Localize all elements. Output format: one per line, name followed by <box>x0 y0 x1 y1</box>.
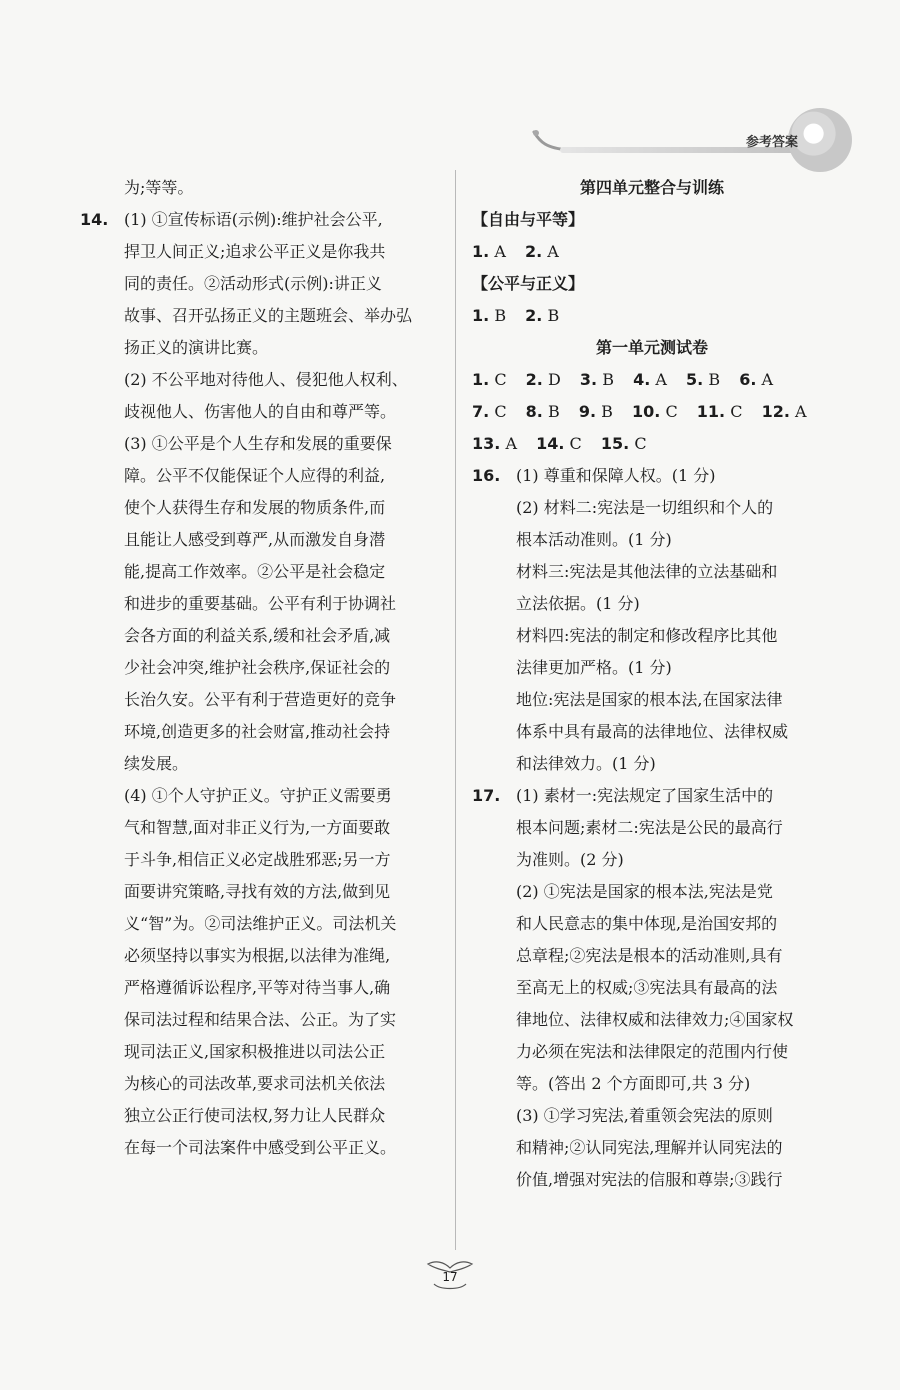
answer-line: 能,提高工作效率。②公平是社会稳定 <box>124 562 386 581</box>
answer-line: 于斗争,相信正义必定战胜邪恶;另一方 <box>124 850 391 869</box>
question-16 <box>472 460 832 780</box>
section-heading: 【自由与平等】 <box>472 210 585 229</box>
answer-line: 根本活动准则。(1 分) <box>516 530 672 549</box>
answer-choice: C <box>634 434 647 453</box>
question-number: 14. <box>80 210 109 229</box>
answer-choice: A <box>494 242 506 261</box>
answer-line: 为准则。(2 分) <box>516 850 624 869</box>
answer-line: 等。(答出 2 个方面即可,共 3 分) <box>516 1074 751 1093</box>
answer-number: 3. <box>579 370 598 389</box>
answer-line: 为核心的司法改革,要求司法机关依法 <box>124 1074 386 1093</box>
question-number: 17. <box>472 786 501 805</box>
answer-line: (2) ①宪法是国家的根本法,宪法是党 <box>516 882 773 901</box>
answer-line: (3) ①学习宪法,着重领会宪法的原则 <box>516 1106 773 1125</box>
answer-line: 且能让人感受到尊严,从而激发自身潜 <box>124 530 386 549</box>
answer-row <box>472 300 832 332</box>
answer-choice: A <box>655 370 667 389</box>
answer-choice: D <box>547 370 561 389</box>
answer-number: 2. <box>525 370 543 389</box>
answer-number: 11. <box>696 402 726 421</box>
answer-choice: C <box>494 370 507 389</box>
answer-choice: C <box>730 402 743 421</box>
answer-choice: B <box>494 306 507 325</box>
question-17 <box>472 780 832 1196</box>
answer-line: 现司法正义,国家积极推进以司法公正 <box>124 1042 386 1061</box>
answer-line: 材料四:宪法的制定和修改程序比其他 <box>516 626 778 645</box>
answer-choice: B <box>708 370 721 389</box>
answer-line: 续发展。 <box>124 754 189 773</box>
question-14 <box>80 204 440 1164</box>
answer-line: 地位:宪法是国家的根本法,在国家法律 <box>516 690 783 709</box>
answer-line: 价值,增强对宪法的信服和尊崇;③践行 <box>516 1170 783 1189</box>
answer-line: 环境,创造更多的社会财富,推动社会持 <box>124 722 391 741</box>
answer-line: 根本问题;素材二:宪法是公民的最高行 <box>516 818 783 837</box>
answer-line: (3) ①公平是个人生存和发展的重要保 <box>124 434 392 453</box>
answer-number: 10. <box>632 402 661 421</box>
unit4-title: 第四单元整合与训练 <box>579 178 724 197</box>
answer-line: (1) ①宣传标语(示例):维护社会公平, <box>124 210 383 229</box>
continuation-line: 为;等等。 <box>124 178 194 197</box>
answer-choice: B <box>547 402 560 421</box>
answer-line: 面要讲究策略,寻找有效的方法,做到见 <box>124 882 391 901</box>
answer-line: 法律更加严格。(1 分) <box>516 658 672 677</box>
answer-line: 障。公平不仅能保证个人应得的利益, <box>124 466 386 485</box>
answer-line: 故事、召开弘扬正义的主题班会、举办弘 <box>124 306 413 325</box>
answer-line: (1) 尊重和保障人权。(1 分) <box>516 466 716 485</box>
column-divider <box>455 170 456 1250</box>
answer-number: 1. <box>472 370 490 389</box>
answer-line: 同的责任。②活动形式(示例):讲正义 <box>124 274 382 293</box>
answer-choice: C <box>665 402 678 421</box>
answer-line: 材料三:宪法是其他法律的立法基础和 <box>516 562 778 581</box>
answer-row <box>472 428 832 460</box>
answer-line: 严格遵循诉讼程序,平等对待当事人,确 <box>124 978 391 997</box>
answer-row <box>472 236 832 268</box>
answer-line: 使个人获得生存和发展的物质条件,而 <box>124 498 386 517</box>
answer-line: 会各方面的利益关系,缓和社会矛盾,减 <box>124 626 391 645</box>
test-title: 第一单元测试卷 <box>595 338 708 357</box>
answer-line: 和人民意志的集中体现,是治国安邦的 <box>516 914 778 933</box>
answer-number: 15. <box>600 434 630 453</box>
answer-line: 律地位、法律权威和法律效力;④国家权 <box>516 1010 794 1029</box>
answer-number: 4. <box>633 370 651 389</box>
page-header <box>520 100 850 170</box>
answer-line: 长治久安。公平有利于营造更好的竞争 <box>124 690 397 709</box>
section-heading: 【公平与正义】 <box>472 274 585 293</box>
answer-line: 和精神;②认同宪法,理解并认同宪法的 <box>516 1138 783 1157</box>
answer-line: 体系中具有最高的法律地位、法律权威 <box>516 722 789 741</box>
answer-line: 独立公正行使司法权,努力让人民群众 <box>124 1106 386 1125</box>
answer-line: 保司法过程和结果合法、公正。为了实 <box>124 1010 397 1029</box>
answer-number: 2. <box>525 306 543 325</box>
answer-choice: A <box>761 370 774 389</box>
answer-line: 总章程;②宪法是根本的活动准则,具有 <box>516 946 783 965</box>
answer-line: 气和智慧,面对非正义行为,一方面要敢 <box>124 818 391 837</box>
answer-number: 14. <box>536 434 565 453</box>
answer-number: 8. <box>525 402 543 421</box>
answer-number: 12. <box>761 402 790 421</box>
left-column <box>80 172 440 1164</box>
answer-number: 13. <box>472 434 501 453</box>
answer-line: 义“智”为。②司法维护正义。司法机关 <box>124 914 397 933</box>
answer-number: 6. <box>739 370 757 389</box>
answer-number: 5. <box>686 370 704 389</box>
answer-number: 9. <box>578 402 597 421</box>
answer-choice: B <box>601 402 613 421</box>
answer-line: (2) 材料二:宪法是一切组织和个人的 <box>516 498 774 517</box>
answer-line: 至高无上的权威;③宪法具有最高的法 <box>516 978 778 997</box>
answer-line: 和进步的重要基础。公平有利于协调社 <box>124 594 397 613</box>
answer-row <box>472 396 832 428</box>
answer-line: 立法依据。(1 分) <box>516 594 640 613</box>
answer-row <box>472 364 832 396</box>
answer-choice: A <box>795 402 807 421</box>
header-title: 参考答案 <box>746 135 799 150</box>
answer-choice: A <box>505 434 517 453</box>
answer-line: (2) 不公平地对待他人、侵犯他人权利、 <box>124 370 408 389</box>
answer-line: 在每一个司法案件中感受到公平正义。 <box>124 1138 397 1157</box>
answer-line: 歧视他人、伤害他人的自由和尊严等。 <box>124 402 397 421</box>
answer-number: 1. <box>472 306 490 325</box>
answer-choice: C <box>569 434 582 453</box>
answer-choice: B <box>547 306 560 325</box>
answer-choice: C <box>494 402 507 421</box>
answer-line: 捍卫人间正义;追求公平正义是你我共 <box>124 242 386 261</box>
page-number: 17 <box>442 1270 458 1284</box>
answer-choice: B <box>602 370 614 389</box>
right-column <box>472 172 832 1196</box>
answer-number: 2. <box>524 242 543 261</box>
answer-number: 1. <box>472 242 490 261</box>
answer-line: 扬正义的演讲比赛。 <box>124 338 269 357</box>
page-number-badge <box>420 1254 480 1294</box>
question-number: 16. <box>472 466 501 485</box>
answer-line: 少社会冲突,维护社会秩序,保证社会的 <box>124 658 391 677</box>
answer-number: 7. <box>472 402 490 421</box>
answer-line: 必须坚持以事实为根据,以法律为准绳, <box>124 946 391 965</box>
answer-line: 力必须在宪法和法律限定的范围内行使 <box>516 1042 789 1061</box>
answer-line: 和法律效力。(1 分) <box>516 754 656 773</box>
answer-line: (1) 素材一:宪法规定了国家生活中的 <box>516 786 774 805</box>
answer-choice: A <box>547 242 559 261</box>
answer-line: (4) ①个人守护正义。守护正义需要勇 <box>124 786 392 805</box>
